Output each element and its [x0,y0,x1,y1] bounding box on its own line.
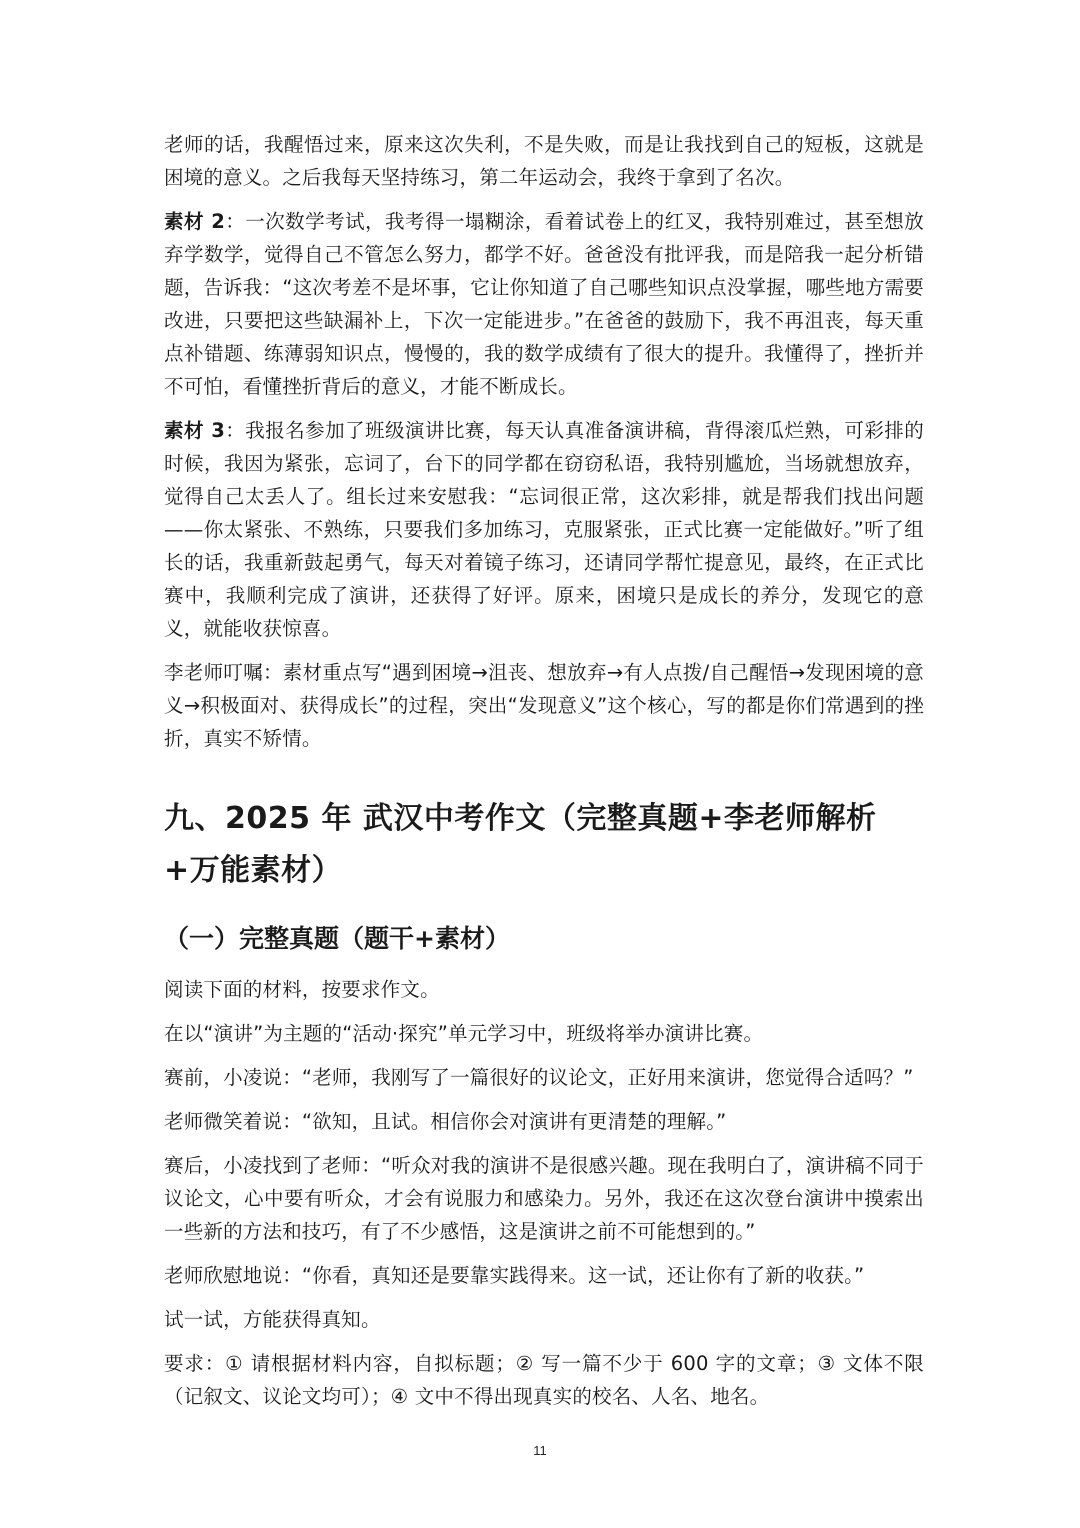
paragraph: 赛后，小凌找到了老师：“听众对我的演讲不是很感兴趣。现在我明白了，演讲稿不同于议论文，心中要有听众，才会有说服力和感染力。另外，我还在这次登台演讲中摸索出一些新的方法和技巧，有了不少感悟，这是演讲之前不可能想到的。” [164,1154,924,1243]
material-label: 素材 3 [164,419,225,442]
page-number: 11 [533,1443,547,1458]
paragraph-text: 李老师叮嘱：素材重点写“遇到困境→沮丧、想放弃→有人点拨/自己醒悟→发现困境的意义→积极面对、获得成长”的过程，突出“发现意义”这个核心，写的都是你们常遇到的挫折，真实不矫情。 [164,661,924,750]
paragraph: 老师微笑着说：“欲知，且试。相信你会对演讲有更清楚的理解。” [164,1110,727,1133]
paragraph: 老师欣慰地说：“你看，真知还是要靠实践得来。这一试，还让你有了新的收获。” [164,1264,865,1287]
paragraph-text: 老师的话，我醒悟过来，原来这次失利，不是失败，而是让我找到自己的短板，这就是困境的意义。之后我每天坚持练习，第二年运动会，我终于拿到了名次。 [164,133,924,189]
requirements-paragraph: 要求：① 请根据材料内容，自拟标题；② 写一篇不少于 600 字的文章；③ 文体不限（记叙文、议论文均可）；④ 文中不得出现真实的校名、人名、地名。 [164,1352,924,1408]
material-label: 素材 2 [164,210,225,233]
paragraph-text: ：一次数学考试，我考得一塌糊涂，看着试卷上的红叉，我特别难过，甚至想放弃学数学，觉得自己不管怎么努力，都学不好。爸爸没有批评我，而是陪我一起分析错题，告诉我：“这次考差不是坏事，它让你知道了自己哪些知识点没掌握，哪些地方需要改进，只要把这些缺漏补上，下次一定能进步。”在爸爸的鼓励下，我不再沮丧，每天重点补错题、练薄弱知识点，慢慢的，我的数学成绩有了很大的提升。我懂得了，挫折并不可怕，看懂挫折背后的意义，才能不断成长。 [164,210,924,398]
document-page [164,128,924,1424]
section-heading: 九、2025 年 武汉中考作文（完整真题+李老师解析+万能素材） [164,801,877,888]
material-3-paragraph [164,414,924,645]
paragraph-continued [164,128,924,194]
teacher-note-paragraph [164,656,924,755]
paragraph: 在以“演讲”为主题的“活动·探究”单元学习中，班级将举办演讲比赛。 [164,1022,764,1045]
paragraph: 试一试，方能获得真知。 [164,1308,381,1331]
subsection-heading: （一）完整真题（题干+素材） [164,924,510,953]
material-2-paragraph [164,205,924,403]
paragraph: 赛前，小凌说：“老师，我刚写了一篇很好的议论文，正好用来演讲，您觉得合适吗？” [164,1066,914,1089]
paragraph: 阅读下面的材料，按要求作文。 [164,978,440,1001]
paragraph-text: ：我报名参加了班级演讲比赛，每天认真准备演讲稿，背得滚瓜烂熟，可彩排的时候，我因为紧张，忘词了，台下的同学都在窃窃私语，我特别尴尬，当场就想放弃，觉得自己太丢人了。组长过来安慰我：“忘词很正常，这次彩排，就是帮我们找出问题——你太紧张、不熟练，只要我们多加练习，克服紧张，正式比赛一定能做好。”听了组长的话，我重新鼓起勇气，每天对着镜子练习，还请同学帮忙提意见，最终，在正式比赛中，我顺利完成了演讲，还获得了好评。原来，困境只是成长的养分，发现它的意义，就能收获惊喜。 [164,419,924,640]
